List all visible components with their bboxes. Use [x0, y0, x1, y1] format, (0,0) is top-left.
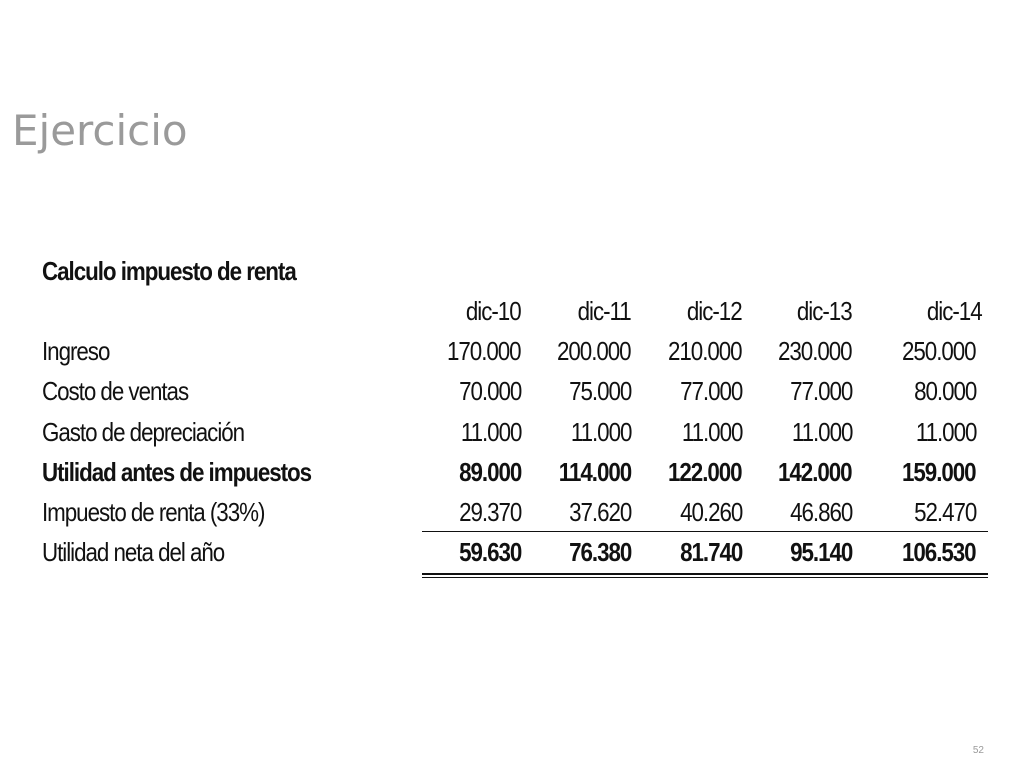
table-cell: 29.370	[458, 497, 521, 527]
table-cell: 76.380	[568, 537, 631, 567]
table-cell: 52.470	[913, 497, 976, 527]
table-cell: 59.630	[458, 537, 521, 567]
table-cell: 46.860	[789, 497, 852, 527]
table-cell: 230.000	[778, 336, 852, 366]
subtotal-rule	[422, 531, 988, 532]
column-header: dic-10	[466, 296, 521, 326]
table-title: Calculo impuesto de renta	[42, 256, 296, 286]
table-cell: 95.140	[789, 537, 852, 567]
page-number: 52	[972, 745, 984, 756]
column-header: dic-11	[577, 296, 631, 326]
row-label: Ingreso	[42, 336, 110, 366]
row-label: Gasto de depreciación	[42, 417, 245, 447]
table-cell: 11.000	[460, 417, 521, 447]
row-label: Impuesto de renta (33%)	[42, 497, 265, 527]
table-cell: 81.740	[679, 537, 742, 567]
row-label: Utilidad antes de impuestos	[42, 457, 312, 487]
slide-title: Ejercicio	[12, 106, 188, 155]
table-cell: 200.000	[557, 336, 631, 366]
total-double-rule	[422, 577, 988, 578]
table-cell: 106.530	[902, 537, 976, 567]
table-cell: 11.000	[915, 417, 976, 447]
table-cell: 37.620	[568, 497, 631, 527]
table-row-utilidad-neta	[0, 537, 1024, 577]
table-cell: 80.000	[913, 376, 976, 406]
table-row-costo-de-ventas	[0, 376, 1024, 416]
table-cell: 142.000	[778, 457, 852, 487]
table-cell: 77.000	[789, 376, 852, 406]
row-label: Utilidad neta del año	[42, 537, 225, 567]
table-cell: 75.000	[568, 376, 631, 406]
table-cell: 77.000	[679, 376, 742, 406]
table-row-ingreso	[0, 336, 1024, 376]
table-cell: 159.000	[902, 457, 976, 487]
table-cell: 114.000	[558, 457, 631, 487]
column-header: dic-14	[927, 296, 982, 326]
table-cell: 170.000	[447, 336, 521, 366]
column-header: dic-12	[687, 296, 742, 326]
table-cell: 11.000	[681, 417, 742, 447]
table-cell: 122.000	[668, 457, 742, 487]
table-cell: 11.000	[570, 417, 631, 447]
column-header: dic-13	[797, 296, 852, 326]
table-row-utilidad-antes-de-impuestos	[0, 457, 1024, 497]
table-cell: 70.000	[458, 376, 521, 406]
table-cell: 11.000	[791, 417, 852, 447]
table-cell: 40.260	[679, 497, 742, 527]
total-double-rule	[422, 573, 988, 575]
row-label: Costo de ventas	[42, 376, 189, 406]
table-row-gasto-de-depreciacion	[0, 417, 1024, 457]
table-cell: 89.000	[458, 457, 521, 487]
table-header-row	[0, 296, 1024, 336]
table-cell: 210.000	[668, 336, 742, 366]
table-cell: 250.000	[902, 336, 976, 366]
